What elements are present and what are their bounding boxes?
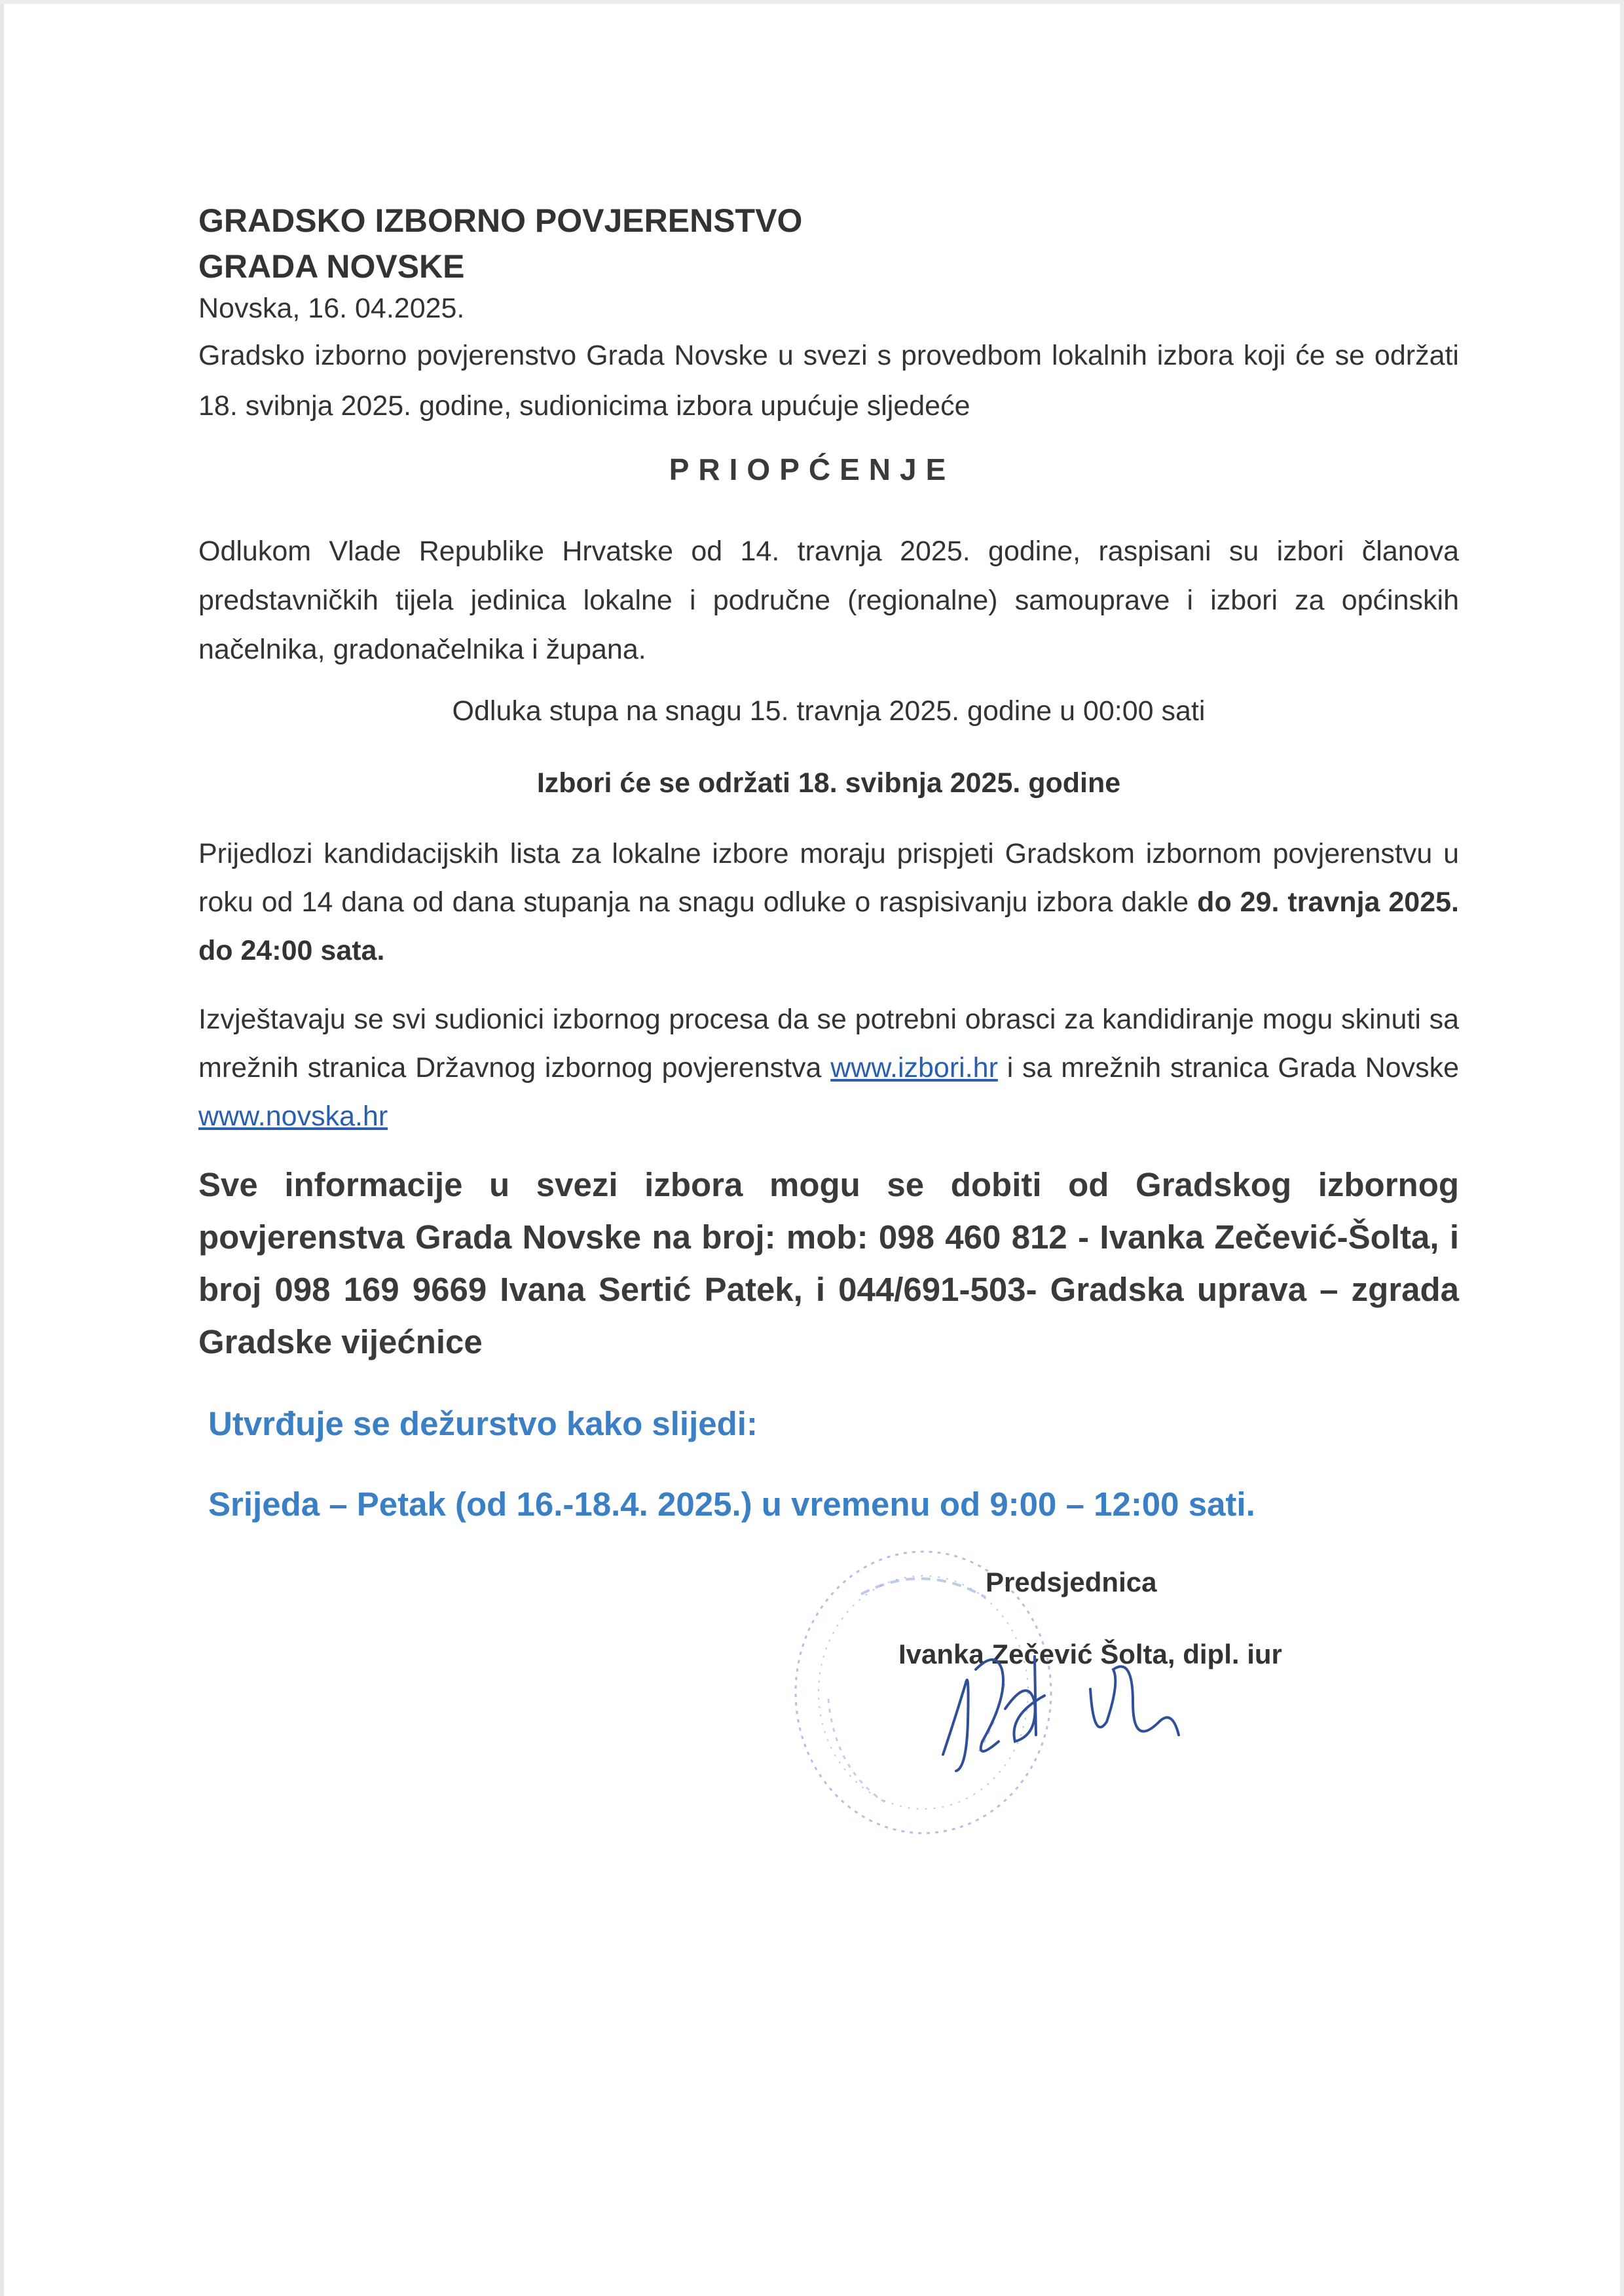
novska-link[interactable]: www.novska.hr: [198, 1101, 388, 1132]
duty-heading: Utvrđuje se dežurstvo kako slijedi:: [208, 1405, 758, 1442]
intro-paragraph: Gradsko izborno povjerenstvo Grada Novske u svezi s provedbom lokalnih izbora koji će se održati 18. svibnja 2025. godine, sudionicima izbora upućuje sljedeće: [198, 340, 1459, 422]
election-date-line: Izbori će se održati 18. svibnja 2025. godine: [536, 767, 1121, 799]
duty-schedule: Srijeda – Petak (od 16.-18.4. 2025.) u vremenu od 9:00 – 12:00 sati.: [208, 1485, 1255, 1523]
scan-edge-top: [0, 0, 1624, 4]
decision-paragraph: Odlukom Vlade Republike Hrvatske od 14. travnja 2025. godine, raspisani su izbori članova predstavničkih tijela jedinica lokalne i područne (regionalne) samouprave i izbori za općinskih načelnika, gradonačelnika i župana.: [198, 536, 1459, 665]
candidate-lists-deadline: do 29. travnja 2025. do 24:00 sata.: [198, 886, 1460, 966]
header-line-1: GRADSKO IZBORNO POVJERENSTVO: [198, 202, 803, 239]
signature-role: Predsjednica: [986, 1567, 1157, 1597]
izbori-link[interactable]: www.izbori.hr: [830, 1052, 998, 1084]
date-line: Novska, 16. 04.2025.: [198, 293, 465, 324]
scan-edge-left: [0, 0, 4, 2296]
forms-text-a: Izvještavaju se svi sudionici izbornog procesa da se potrebni obrasci za kandidiranje mogu skinuti sa mrežnih stranica Državnog izbornog povjerenstva: [198, 1004, 1459, 1084]
candidate-lists-text: Prijedlozi kandidacijskih lista za lokalne izbore moraju prispjeti Gradskom izbornom povjerenstvu u roku od 14 dana od dana stupanja na snagu odluke o raspisivanju izbora dakle: [198, 838, 1459, 918]
header-line-2: GRADA NOVSKE: [198, 248, 465, 285]
handwritten-signature-icon: [936, 1643, 1211, 1774]
forms-paragraph: [198, 995, 1459, 1140]
document-title: PRIOPĆENJE: [669, 452, 955, 486]
signature-name: Ivanka Zečević Šolta, dipl. iur: [898, 1639, 1282, 1669]
effective-date-line: Odluka stupa na snagu 15. travnja 2025. godine u 00:00 sati: [452, 695, 1206, 727]
forms-text-b: i sa mrežnih stranica Grada Novske: [997, 1052, 1459, 1084]
scan-edge-right: [1620, 0, 1624, 2296]
candidate-lists-paragraph: [198, 829, 1459, 975]
contact-paragraph: Sve informacije u svezi izbora mogu se dobiti od Gradskog izbornog povjerenstva Grada Novske na broj: mob: 098 460 812 - Ivanka Zečević-Šolta, i broj 098 169 9669 Ivana Sertić Patek, i 044/691-503- Gradska uprava – zgrada Gradske vijećnice: [198, 1166, 1459, 1360]
